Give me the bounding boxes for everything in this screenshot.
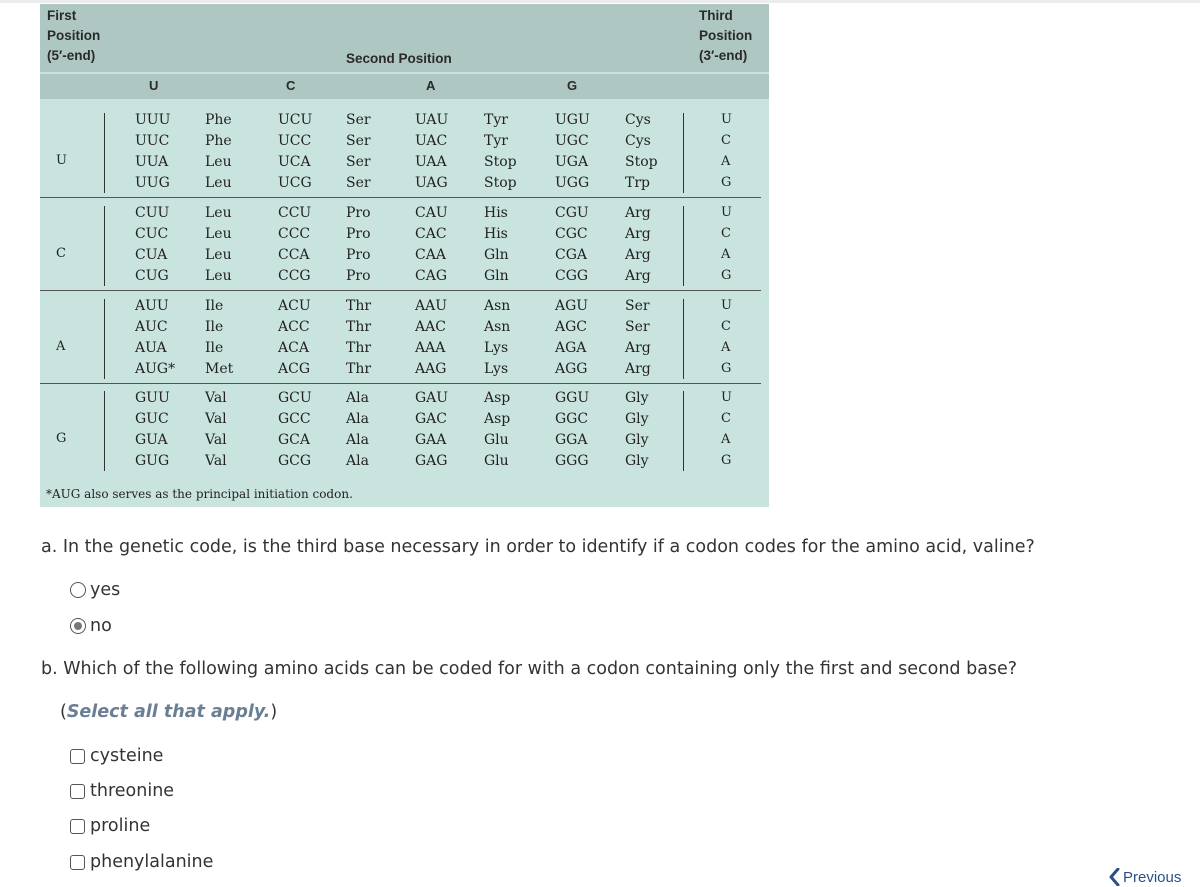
codon: AUA [135,340,167,356]
header-line: Third [699,8,733,23]
amino-acid: His [484,226,508,242]
third-position-base: U [721,298,732,313]
codon: UAG [415,175,448,191]
column-header-u: U [149,78,159,93]
amino-acid: Leu [205,154,232,170]
codon: CUG [135,268,169,284]
amino-acid: Ile [205,298,224,314]
codon: AUU [135,298,169,314]
amino-acid: Arg [625,340,651,356]
radio-button[interactable] [70,582,86,598]
option-label: proline [90,816,151,836]
amino-acid: Ala [346,390,369,406]
chevron-left-icon [1108,868,1120,886]
amino-acid: Asp [484,390,511,406]
codon: GUA [135,432,168,448]
first-position-base: C [56,246,66,261]
codon: GCU [278,390,312,406]
amino-acid: Thr [346,340,372,356]
amino-acid: Leu [205,226,232,242]
amino-acid: Leu [205,175,232,191]
amino-acid: Tyr [484,133,508,149]
option-no[interactable] [70,615,112,637]
amino-acid: Val [205,411,227,427]
codon: ACA [278,340,309,356]
codon: CGG [555,268,589,284]
amino-acid: Phe [205,133,232,149]
amino-acid: Leu [205,247,232,263]
checkbox[interactable] [70,749,85,764]
codon: UUU [135,112,171,128]
third-position-base: U [721,205,732,220]
radio-button-selected[interactable] [70,618,86,634]
option-label: yes [90,580,121,600]
second-position-header: Second Position [346,51,452,66]
hint-paren: ) [270,702,278,722]
third-position-base: C [721,411,731,426]
previous-label: Previous [1123,868,1182,886]
vertical-divider [104,206,105,286]
checkbox[interactable] [70,819,85,834]
codon: CGC [555,226,588,242]
amino-acid: Cys [625,112,651,128]
option-yes[interactable] [70,579,120,601]
codon: GCG [278,453,312,469]
first-position-base: G [56,431,67,446]
codon: UUA [135,154,169,170]
third-position-base: U [721,390,732,405]
column-header-a: A [426,78,436,93]
amino-acid: Gly [625,411,649,427]
codon: CCG [278,268,311,284]
amino-acid: Leu [205,205,232,221]
third-position-base: C [721,226,731,241]
amino-acid: Ser [346,133,371,149]
third-position-base: A [721,247,731,262]
third-position-base: A [721,154,731,169]
option-label: no [90,616,112,636]
codon: CGA [555,247,588,263]
amino-acid: Ala [346,411,369,427]
codon: CCU [278,205,312,221]
amino-acid: Thr [346,361,372,377]
codon: GGG [555,453,589,469]
header-line: First [47,8,77,23]
third-position-header [699,6,752,66]
option-label: cysteine [90,746,164,766]
genetic-code-table [40,4,769,507]
first-position-header [47,6,100,66]
amino-acid: Ser [346,175,371,191]
amino-acid: Ile [205,340,224,356]
codon: CUC [135,226,169,242]
amino-acid: Gly [625,453,649,469]
amino-acid: Tyr [484,112,508,128]
vertical-divider [104,113,105,193]
first-position-base: U [56,153,67,168]
codon: ACU [278,298,311,314]
top-border [0,0,1200,3]
codon: AAA [415,340,446,356]
amino-acid: Arg [625,361,651,377]
amino-acid: Met [205,361,234,377]
third-position-base: A [721,432,731,447]
hint-paren: ( [60,702,67,722]
third-position-base: C [721,319,731,334]
codon: GGU [555,390,590,406]
amino-acid: Thr [346,319,372,335]
header-line: Position [47,28,101,43]
row-divider [40,290,761,291]
table-footnote: *AUG also serves as the principal initiation codon. [46,487,353,501]
codon: UAU [415,112,449,128]
select-all-hint [60,702,277,722]
amino-acid: Ser [346,154,371,170]
codon: UUG [135,175,170,191]
codon: UCG [278,175,312,191]
codon: AGU [555,298,589,314]
amino-acid: Lys [484,340,509,356]
codon: CAC [415,226,447,242]
codon: GGA [555,432,588,448]
codon: AAC [415,319,446,335]
option-label: threonine [90,781,175,801]
amino-acid: Asn [484,319,511,335]
vertical-divider [683,206,684,286]
amino-acid: Glu [484,453,509,469]
option-cysteine[interactable] [70,745,163,767]
codon: UCC [278,133,312,149]
amino-acid: Ala [346,453,369,469]
codon: CAA [415,247,446,263]
header-line: (3′-end) [699,48,748,63]
codon: CCA [278,247,310,263]
amino-acid: Ser [625,298,650,314]
checkbox[interactable] [70,784,85,799]
amino-acid: Val [205,453,227,469]
amino-acid: Asn [484,298,511,314]
option-threonine[interactable] [70,780,174,802]
row-divider [40,383,761,384]
codon: AAU [415,298,448,314]
codon: UGU [555,112,590,128]
third-position-base: U [721,112,732,127]
first-position-base: A [56,339,66,354]
third-position-base: G [721,268,732,283]
amino-acid: Ser [346,112,371,128]
amino-acid: Stop [625,154,658,170]
codon: AGA [555,340,587,356]
amino-acid: Pro [346,226,371,242]
codon: UAA [415,154,447,170]
codon: CCC [278,226,311,242]
codon: AUC [135,319,168,335]
codon: GAA [415,432,447,448]
third-position-base: G [721,361,732,376]
third-position-base: A [721,340,731,355]
codon: CAU [415,205,448,221]
codon: AAG [415,361,447,377]
amino-acid: Gln [484,268,509,284]
row-divider [40,197,761,198]
header-line: (5′-end) [47,48,96,63]
amino-acid: Arg [625,205,651,221]
third-position-base: C [721,133,731,148]
codon: GAG [415,453,448,469]
codon: GGC [555,411,589,427]
vertical-divider [104,299,105,379]
option-label: phenylalanine [90,852,214,872]
amino-acid: Val [205,390,227,406]
amino-acid: Arg [625,247,651,263]
amino-acid: Asp [484,411,511,427]
codon: GUG [135,453,170,469]
amino-acid: Stop [484,175,517,191]
third-position-base: G [721,453,732,468]
vertical-divider [683,299,684,379]
option-phenylalanine[interactable] [70,851,213,873]
amino-acid: Arg [625,268,651,284]
codon: AGG [555,361,588,377]
third-position-base: G [721,175,732,190]
codon: UAC [415,133,448,149]
question-b-text: b. Which of the following amino acids can be coded for with a codon containing only the first and second base? [41,659,1018,679]
codon: GAU [415,390,449,406]
codon: UGG [555,175,590,191]
codon: UGC [555,133,589,149]
previous-button[interactable] [1108,868,1181,886]
amino-acid: Pro [346,268,371,284]
codon: GUC [135,411,169,427]
amino-acid: Gly [625,432,649,448]
amino-acid: His [484,205,508,221]
amino-acid: Leu [205,268,232,284]
codon: UUC [135,133,170,149]
codon: UCA [278,154,311,170]
amino-acid: Ser [625,319,650,335]
vertical-divider [683,391,684,471]
checkbox[interactable] [70,855,85,870]
codon: CUA [135,247,168,263]
codon: UGA [555,154,589,170]
option-proline[interactable] [70,815,150,837]
codon: UCU [278,112,313,128]
amino-acid: Gly [625,390,649,406]
amino-acid: Stop [484,154,517,170]
amino-acid: Phe [205,112,232,128]
codon: GCC [278,411,311,427]
header-line: Position [699,28,753,43]
amino-acid: Thr [346,298,372,314]
codon: GUU [135,390,170,406]
column-header-g: G [567,78,578,93]
amino-acid: Pro [346,205,371,221]
amino-acid: Arg [625,226,651,242]
amino-acid: Gln [484,247,509,263]
codon: AGC [555,319,588,335]
vertical-divider [104,391,105,471]
amino-acid: Pro [346,247,371,263]
amino-acid: Glu [484,432,509,448]
codon: ACC [278,319,310,335]
amino-acid: Ala [346,432,369,448]
codon: GCA [278,432,311,448]
vertical-divider [683,113,684,193]
hint-emphasis: Select all that apply. [66,702,271,722]
codon: ACG [278,361,311,377]
amino-acid: Cys [625,133,651,149]
column-header-c: C [286,78,296,93]
question-a-text: a. In the genetic code, is the third base necessary in order to identify if a codon codes for the amino acid, valine? [41,537,1035,557]
amino-acid: Lys [484,361,509,377]
codon: GAC [415,411,448,427]
codon: CUU [135,205,170,221]
codon: AUG* [135,361,176,377]
codon: CGU [555,205,589,221]
amino-acid: Trp [625,175,650,191]
amino-acid: Val [205,432,227,448]
codon: CAG [415,268,448,284]
amino-acid: Ile [205,319,224,335]
